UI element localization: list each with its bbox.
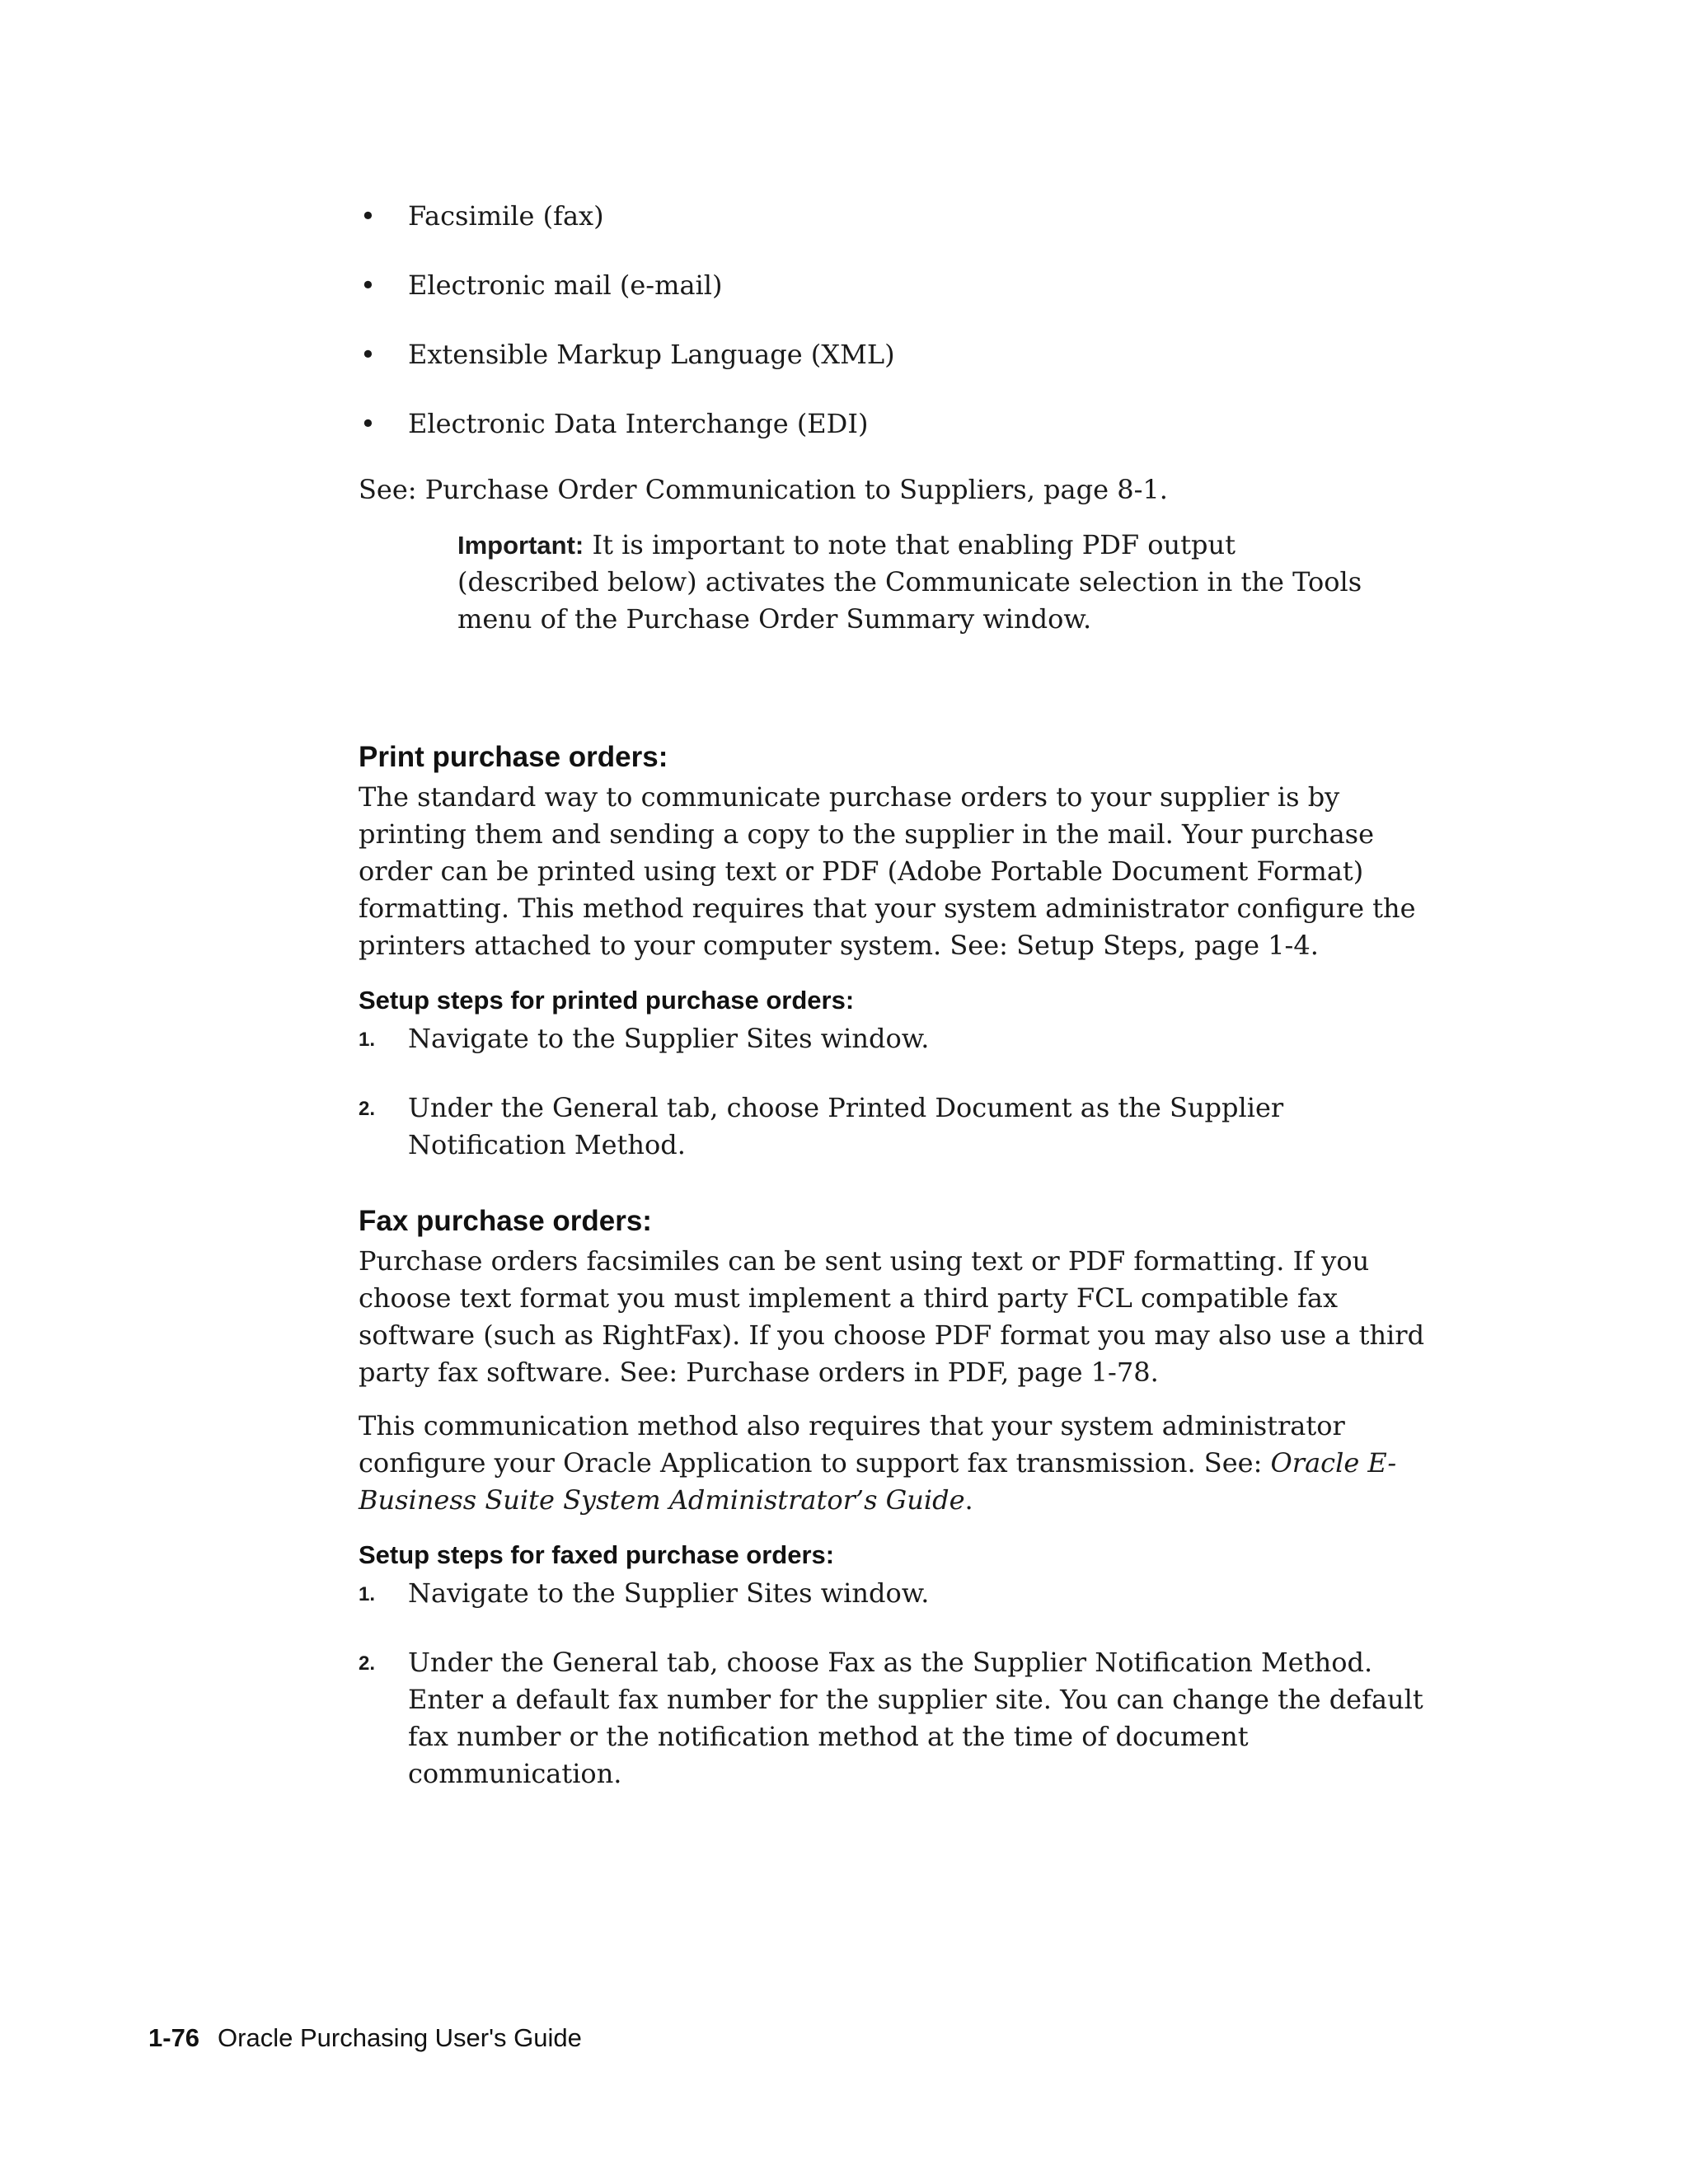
fax-section-paragraph-1: Purchase orders facsimiles can be sent using text or PDF formatting. If you choose text format you must implement a third party FCL compatible fax software (such as RightFax). If you choose PDF format you may also use a third party fax software. See: Purchase orders in PDF, page 1-78. bbox=[359, 1245, 1425, 1388]
fax-steps-heading: Setup steps for faxed purchase orders: bbox=[359, 1540, 835, 1569]
step-text: Under the General tab, choose Printed Document as the Supplier Notification Method. bbox=[408, 1092, 1284, 1160]
important-note bbox=[457, 527, 1364, 638]
step-text: Under the General tab, choose Fax as the Supplier Notification Method. Enter a default fax number for the supplier site. You can change the default fax number or the notification method at the time of document communication. bbox=[408, 1647, 1423, 1789]
see-reference: See: Purchase Order Communication to Suppliers, page 8-1. bbox=[359, 474, 1168, 505]
fax-steps-list bbox=[359, 1575, 1447, 1793]
guide-reference: Oracle E-Business Suite System Administrator’s Guide bbox=[359, 1447, 1397, 1516]
fax-section-paragraph-2 bbox=[359, 1408, 1447, 1519]
bullet-icon: • bbox=[360, 339, 376, 370]
step-number: 1. bbox=[359, 1029, 376, 1051]
communication-methods-list bbox=[359, 198, 1447, 443]
page-number: 1-76 bbox=[148, 2023, 200, 2052]
page-content bbox=[359, 198, 1447, 1825]
print-steps-list bbox=[359, 1020, 1447, 1164]
list-item bbox=[359, 1644, 1447, 1793]
step-number: 2. bbox=[359, 1652, 376, 1675]
list-item-text: Extensible Markup Language (XML) bbox=[408, 339, 895, 370]
bullet-icon: • bbox=[360, 200, 376, 232]
step-number: 2. bbox=[359, 1098, 376, 1120]
document-title: Oracle Purchasing User's Guide bbox=[218, 2023, 582, 2052]
paragraph-text: This communication method also requires that your system administrator configure your Oracle Application to support fax transmission. See: bbox=[359, 1410, 1345, 1479]
list-item-text: Electronic Data Interchange (EDI) bbox=[408, 408, 869, 439]
print-section-paragraph: The standard way to communicate purchase orders to your supplier is by printing them and sending a copy to the supplier in the mail. Your purchase order can be printed using text or PDF (Adobe Portable Document Format) formatting. This method requires that your system administrator configure the printers attached to your computer system. See: Setup Steps, page 1-4. bbox=[359, 781, 1416, 961]
important-label: Important: bbox=[457, 531, 584, 560]
list-item-text: Facsimile (fax) bbox=[408, 200, 604, 232]
list-item bbox=[359, 267, 1447, 304]
print-steps-heading: Setup steps for printed purchase orders: bbox=[359, 986, 855, 1015]
list-item bbox=[359, 198, 1447, 235]
bullet-icon: • bbox=[360, 408, 376, 439]
list-item bbox=[359, 1020, 1447, 1057]
list-item bbox=[359, 405, 1447, 443]
step-text: Navigate to the Supplier Sites window. bbox=[408, 1577, 930, 1609]
page-footer bbox=[148, 2023, 582, 2053]
bullet-icon: • bbox=[360, 269, 376, 301]
list-item bbox=[359, 1575, 1447, 1612]
list-item bbox=[359, 336, 1447, 373]
step-text: Navigate to the Supplier Sites window. bbox=[408, 1023, 930, 1054]
list-item-text: Electronic mail (e-mail) bbox=[408, 269, 723, 301]
paragraph-end: . bbox=[964, 1484, 973, 1516]
list-item bbox=[359, 1090, 1447, 1164]
step-number: 1. bbox=[359, 1583, 376, 1605]
important-text: It is important to note that enabling PDF output (described below) activates the Communicate selection in the Tools menu of the Purchase Order Summary window. bbox=[457, 529, 1362, 635]
print-section-heading: Print purchase orders: bbox=[359, 741, 668, 773]
fax-section-heading: Fax purchase orders: bbox=[359, 1205, 652, 1237]
